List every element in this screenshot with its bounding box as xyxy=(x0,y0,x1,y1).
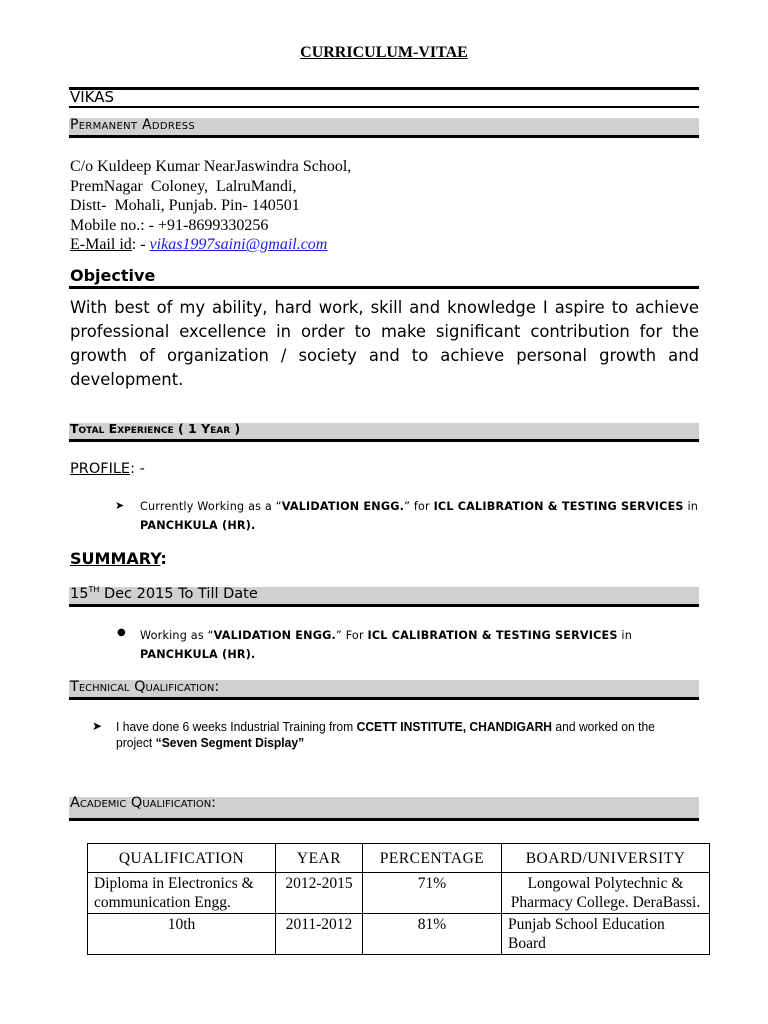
technical-pre: I have done 6 weeks Industrial Training from xyxy=(116,719,357,734)
objective-text: With best of my ability, hard work, skill and knowledge I aspire to achieve professional excellence in order to make significant contribution for the growth of organization / society and to achieve personal growth and development. xyxy=(70,298,699,389)
table-cell: Longowal Polytechnic & Pharmacy College. DeraBassi. xyxy=(502,873,710,914)
technical-institute: CCETT INSTITUTE, CHANDIGARH xyxy=(356,719,553,734)
table-cell: Punjab School Education Board xyxy=(502,914,710,955)
technical-mid: and worked on the project xyxy=(116,719,655,750)
column-header-year: YEAR xyxy=(276,844,363,873)
column-header-board: BOARD/UNIVERSITY xyxy=(502,844,710,873)
date-day: 15 xyxy=(70,586,89,602)
email-row xyxy=(70,235,351,255)
summary-location: PANCHKULA (HR). xyxy=(140,648,256,661)
column-header-percentage: PERCENTAGE xyxy=(363,844,502,873)
table-cell: 2011-2012 xyxy=(276,914,363,955)
table-row xyxy=(88,873,710,914)
objective-heading: Objective xyxy=(70,266,156,285)
mobile-number: Mobile no.: - +91-8699330256 xyxy=(70,216,269,234)
technical-project: “Seven Segment Display” xyxy=(155,735,305,750)
table-cell: 71% xyxy=(363,873,502,914)
technical-bullet xyxy=(116,719,659,751)
email-label: E-Mail id xyxy=(70,236,132,254)
summary-company: ICL CALIBRATION & TESTING SERVICES xyxy=(367,629,618,642)
employment-date xyxy=(70,585,258,602)
academic-qualification-heading: Academic Qualification: xyxy=(70,795,217,811)
name-rule xyxy=(69,106,699,108)
date-rule xyxy=(69,604,699,607)
academic-table xyxy=(87,843,710,955)
table-cell: 81% xyxy=(363,914,502,955)
profile-bullet-pre: Currently Working as a “ xyxy=(140,500,282,513)
table-cell: 10th xyxy=(88,914,276,955)
column-header-qualification: QUALIFICATION xyxy=(88,844,276,873)
email-separator: : - xyxy=(131,236,150,254)
profile-label: PROFILE xyxy=(70,461,131,477)
experience-rule xyxy=(69,439,699,442)
candidate-name: VIKAS xyxy=(70,88,115,106)
summary-suffix: : xyxy=(160,549,167,568)
address-heading-rule xyxy=(69,135,699,138)
top-rule xyxy=(69,87,699,90)
date-rest: Dec 2015 To Till Date xyxy=(99,586,258,602)
academic-rule xyxy=(69,818,699,821)
address-line-3: Distt- Mohali, Punjab. Pin- 140501 xyxy=(70,197,300,215)
summary-role: VALIDATION ENGG. xyxy=(213,629,336,642)
profile-suffix: : - xyxy=(130,461,145,477)
profile-bullet-mid: ” for xyxy=(404,500,434,513)
table-row xyxy=(88,914,710,955)
email-link[interactable]: vikas1997saini@gmail.com xyxy=(149,236,328,254)
profile-company: ICL CALIBRATION & TESTING SERVICES xyxy=(433,500,684,513)
date-sup: TH xyxy=(88,585,100,594)
technical-rule xyxy=(69,697,699,700)
summary-bullet-pre: Working as “ xyxy=(140,629,214,642)
document-title: CURRICULUM-VITAE xyxy=(300,44,468,61)
summary-heading xyxy=(70,549,167,568)
profile-heading xyxy=(70,461,145,477)
objective-rule xyxy=(69,286,699,289)
profile-role: VALIDATION ENGG. xyxy=(281,500,405,513)
total-experience-heading: Total Experience ( 1 Year ) xyxy=(70,421,241,436)
summary-bullet xyxy=(140,626,700,664)
technical-qualification-heading: Technical Qualification: xyxy=(70,679,220,695)
arrow-bullet-icon: ➤ xyxy=(115,499,125,512)
summary-bullet-in: in xyxy=(617,629,633,642)
summary-bullet-mid: ” For xyxy=(335,629,368,642)
profile-bullet xyxy=(140,497,700,535)
table-header-row xyxy=(88,844,710,873)
permanent-address-heading: Permanent Address xyxy=(70,117,196,133)
address-line-2: PremNagar Coloney, LalruMandi, xyxy=(70,177,297,195)
dot-bullet-icon: ● xyxy=(117,627,126,638)
profile-bullet-in: in xyxy=(683,500,699,513)
arrow-bullet-icon: ➤ xyxy=(92,719,103,733)
profile-location: PANCHKULA (HR). xyxy=(140,519,256,532)
table-cell: 2012-2015 xyxy=(276,873,363,914)
address-block xyxy=(70,157,351,255)
table-cell: Diploma in Electronics & communication Engg. xyxy=(88,873,276,914)
summary-label: SUMMARY xyxy=(70,549,161,568)
address-line-1: C/o Kuldeep Kumar NearJaswindra School, xyxy=(70,158,352,175)
